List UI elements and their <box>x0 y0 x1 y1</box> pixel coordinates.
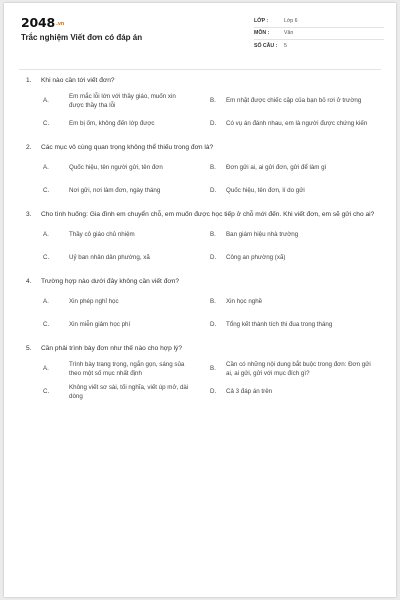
worksheet-page <box>4 3 396 597</box>
answer-text: Em mắc lỗi lớn với thầy giáo, muốn xin được thầy tha lỗi <box>69 92 176 109</box>
answer-letter: D . <box>200 186 222 195</box>
answer-option[interactable] <box>19 156 200 179</box>
answer-option[interactable] <box>200 246 381 269</box>
question-text <box>19 140 381 156</box>
question-number: 1 . <box>19 76 35 86</box>
answer-option[interactable] <box>19 357 200 380</box>
answer-option[interactable] <box>19 313 200 336</box>
answer-text: Em bị ốm, không đến lớp được <box>69 120 155 127</box>
answer-text: Cả 3 đáp án trên <box>226 388 273 395</box>
answer-text: Quốc hiệu, tên người gửi, tên đơn <box>69 164 163 171</box>
answer-option[interactable] <box>200 357 381 380</box>
answer-letter: D . <box>200 253 222 262</box>
answer-text: Xin miễn giảm học phí <box>69 321 131 328</box>
answer-letter: B . <box>200 364 222 373</box>
meta-value: Văn <box>284 30 294 37</box>
answer-letter: B . <box>200 96 222 105</box>
answer-option[interactable] <box>200 89 381 112</box>
answer-grid <box>19 290 381 336</box>
answer-option[interactable] <box>200 156 381 179</box>
question-body: Trường hợp nào dưới đây không cần viết đơn? <box>41 278 180 285</box>
question-list <box>19 73 381 408</box>
answer-letter: D . <box>200 387 222 396</box>
worksheet-header <box>4 3 396 65</box>
answer-option[interactable] <box>19 246 200 269</box>
question-number: 3 . <box>19 210 35 220</box>
question-number: 2 . <box>19 143 35 153</box>
answer-option[interactable] <box>19 290 200 313</box>
answer-option[interactable] <box>200 112 381 135</box>
meta-row-grade <box>254 15 384 28</box>
answer-option[interactable] <box>200 223 381 246</box>
answer-text: Trình bày trang trọng, ngắn gọn, sáng sủa theo một số mục nhất định <box>69 360 185 377</box>
answer-text: Em nhặt được chiếc cặp của bạn bỏ rơi ở trường <box>226 97 362 104</box>
answer-letter: A . <box>19 364 65 373</box>
meta-key: LỚP : <box>254 17 269 24</box>
answer-option[interactable] <box>19 223 200 246</box>
answer-grid <box>19 156 381 202</box>
answer-text: Công an phường (xã) <box>226 254 286 261</box>
meta-value: 5 <box>284 43 287 50</box>
answer-option[interactable] <box>19 380 200 403</box>
question-3 <box>19 207 381 269</box>
answer-text: Xin học nghề <box>226 298 263 305</box>
question-text <box>19 207 381 223</box>
question-4 <box>19 274 381 336</box>
logo-text: 2048 <box>21 15 55 30</box>
answer-text: Tổng kết thành tích thi đua trong tháng <box>226 321 333 328</box>
answer-text: Nơi gửi, nơi làm đơn, ngày tháng <box>69 187 161 194</box>
meta-row-subject <box>254 28 384 41</box>
question-2 <box>19 140 381 202</box>
meta-table <box>254 15 384 53</box>
answer-letter: C . <box>19 186 65 195</box>
question-text <box>19 73 381 89</box>
answer-letter: A . <box>19 297 65 306</box>
header-divider <box>19 69 381 70</box>
answer-letter: B . <box>200 230 222 239</box>
answer-option[interactable] <box>19 179 200 202</box>
answer-text: Uỷ ban nhân dân phường, xã <box>69 254 150 261</box>
meta-key: MÔN : <box>254 30 270 37</box>
answer-text: Cần có những nội dung bắt buộc trong đơn: Đơn gửi ai, ai gửi, gửi với mục đích gì? <box>226 360 371 377</box>
answer-text: Có vụ án đánh nhau, em là người được chứng kiến <box>226 120 368 127</box>
answer-option[interactable] <box>200 313 381 336</box>
answer-letter: B . <box>200 297 222 306</box>
answer-text: Không viết sơ sài, tối nghĩa, viết úp mở, dài dòng <box>69 383 189 400</box>
answer-letter: C . <box>19 387 65 396</box>
answer-letter: C . <box>19 119 65 128</box>
question-number: 4 . <box>19 277 35 287</box>
question-1 <box>19 73 381 135</box>
answer-grid <box>19 357 381 403</box>
answer-grid <box>19 223 381 269</box>
page-title: Trắc nghiệm Viết đơn có đáp án <box>21 33 143 42</box>
answer-letter: B . <box>200 163 222 172</box>
question-number: 5 . <box>19 344 35 354</box>
question-text <box>19 274 381 290</box>
meta-row-count <box>254 40 384 53</box>
question-body: Cho tình huống: Gia đình em chuyển chỗ, em muốn được học tiếp ở chỗ mới đến. Khi viết đơn, em sẽ gửi cho ai? <box>41 211 375 218</box>
site-logo[interactable] <box>21 15 64 30</box>
meta-value: Lớp 6 <box>284 17 298 24</box>
answer-text: Thầy cô giáo chủ nhiệm <box>69 231 135 238</box>
answer-option[interactable] <box>200 290 381 313</box>
meta-key: SỐ CÂU : <box>254 43 278 50</box>
answer-letter: D . <box>200 119 222 128</box>
answer-grid <box>19 89 381 135</box>
answer-option[interactable] <box>19 112 200 135</box>
question-5 <box>19 341 381 403</box>
answer-letter: C . <box>19 253 65 262</box>
question-text <box>19 341 381 357</box>
answer-text: Xin phép nghỉ học <box>69 298 119 305</box>
logo-suffix: .vn <box>56 21 65 27</box>
answer-option[interactable] <box>19 89 200 112</box>
question-body: Cần phải trình bày đơn như thế nào cho hợp lý? <box>41 345 182 352</box>
answer-text: Đơn gửi ai, ai gửi đơn, gửi để làm gì <box>226 164 327 171</box>
answer-letter: C . <box>19 320 65 329</box>
answer-option[interactable] <box>200 179 381 202</box>
answer-text: Quốc hiệu, tên đơn, lí do gửi <box>226 187 305 194</box>
answer-text: Ban giám hiệu nhà trường <box>226 231 299 238</box>
answer-letter: A . <box>19 96 65 105</box>
question-body: Khi nào cần tới viết đơn? <box>41 77 115 84</box>
answer-option[interactable] <box>200 380 381 403</box>
answer-letter: A . <box>19 230 65 239</box>
answer-letter: D . <box>200 320 222 329</box>
question-body: Các mục vô cùng quan trọng không thể thiếu trong đơn là? <box>41 144 214 151</box>
answer-letter: A . <box>19 163 65 172</box>
